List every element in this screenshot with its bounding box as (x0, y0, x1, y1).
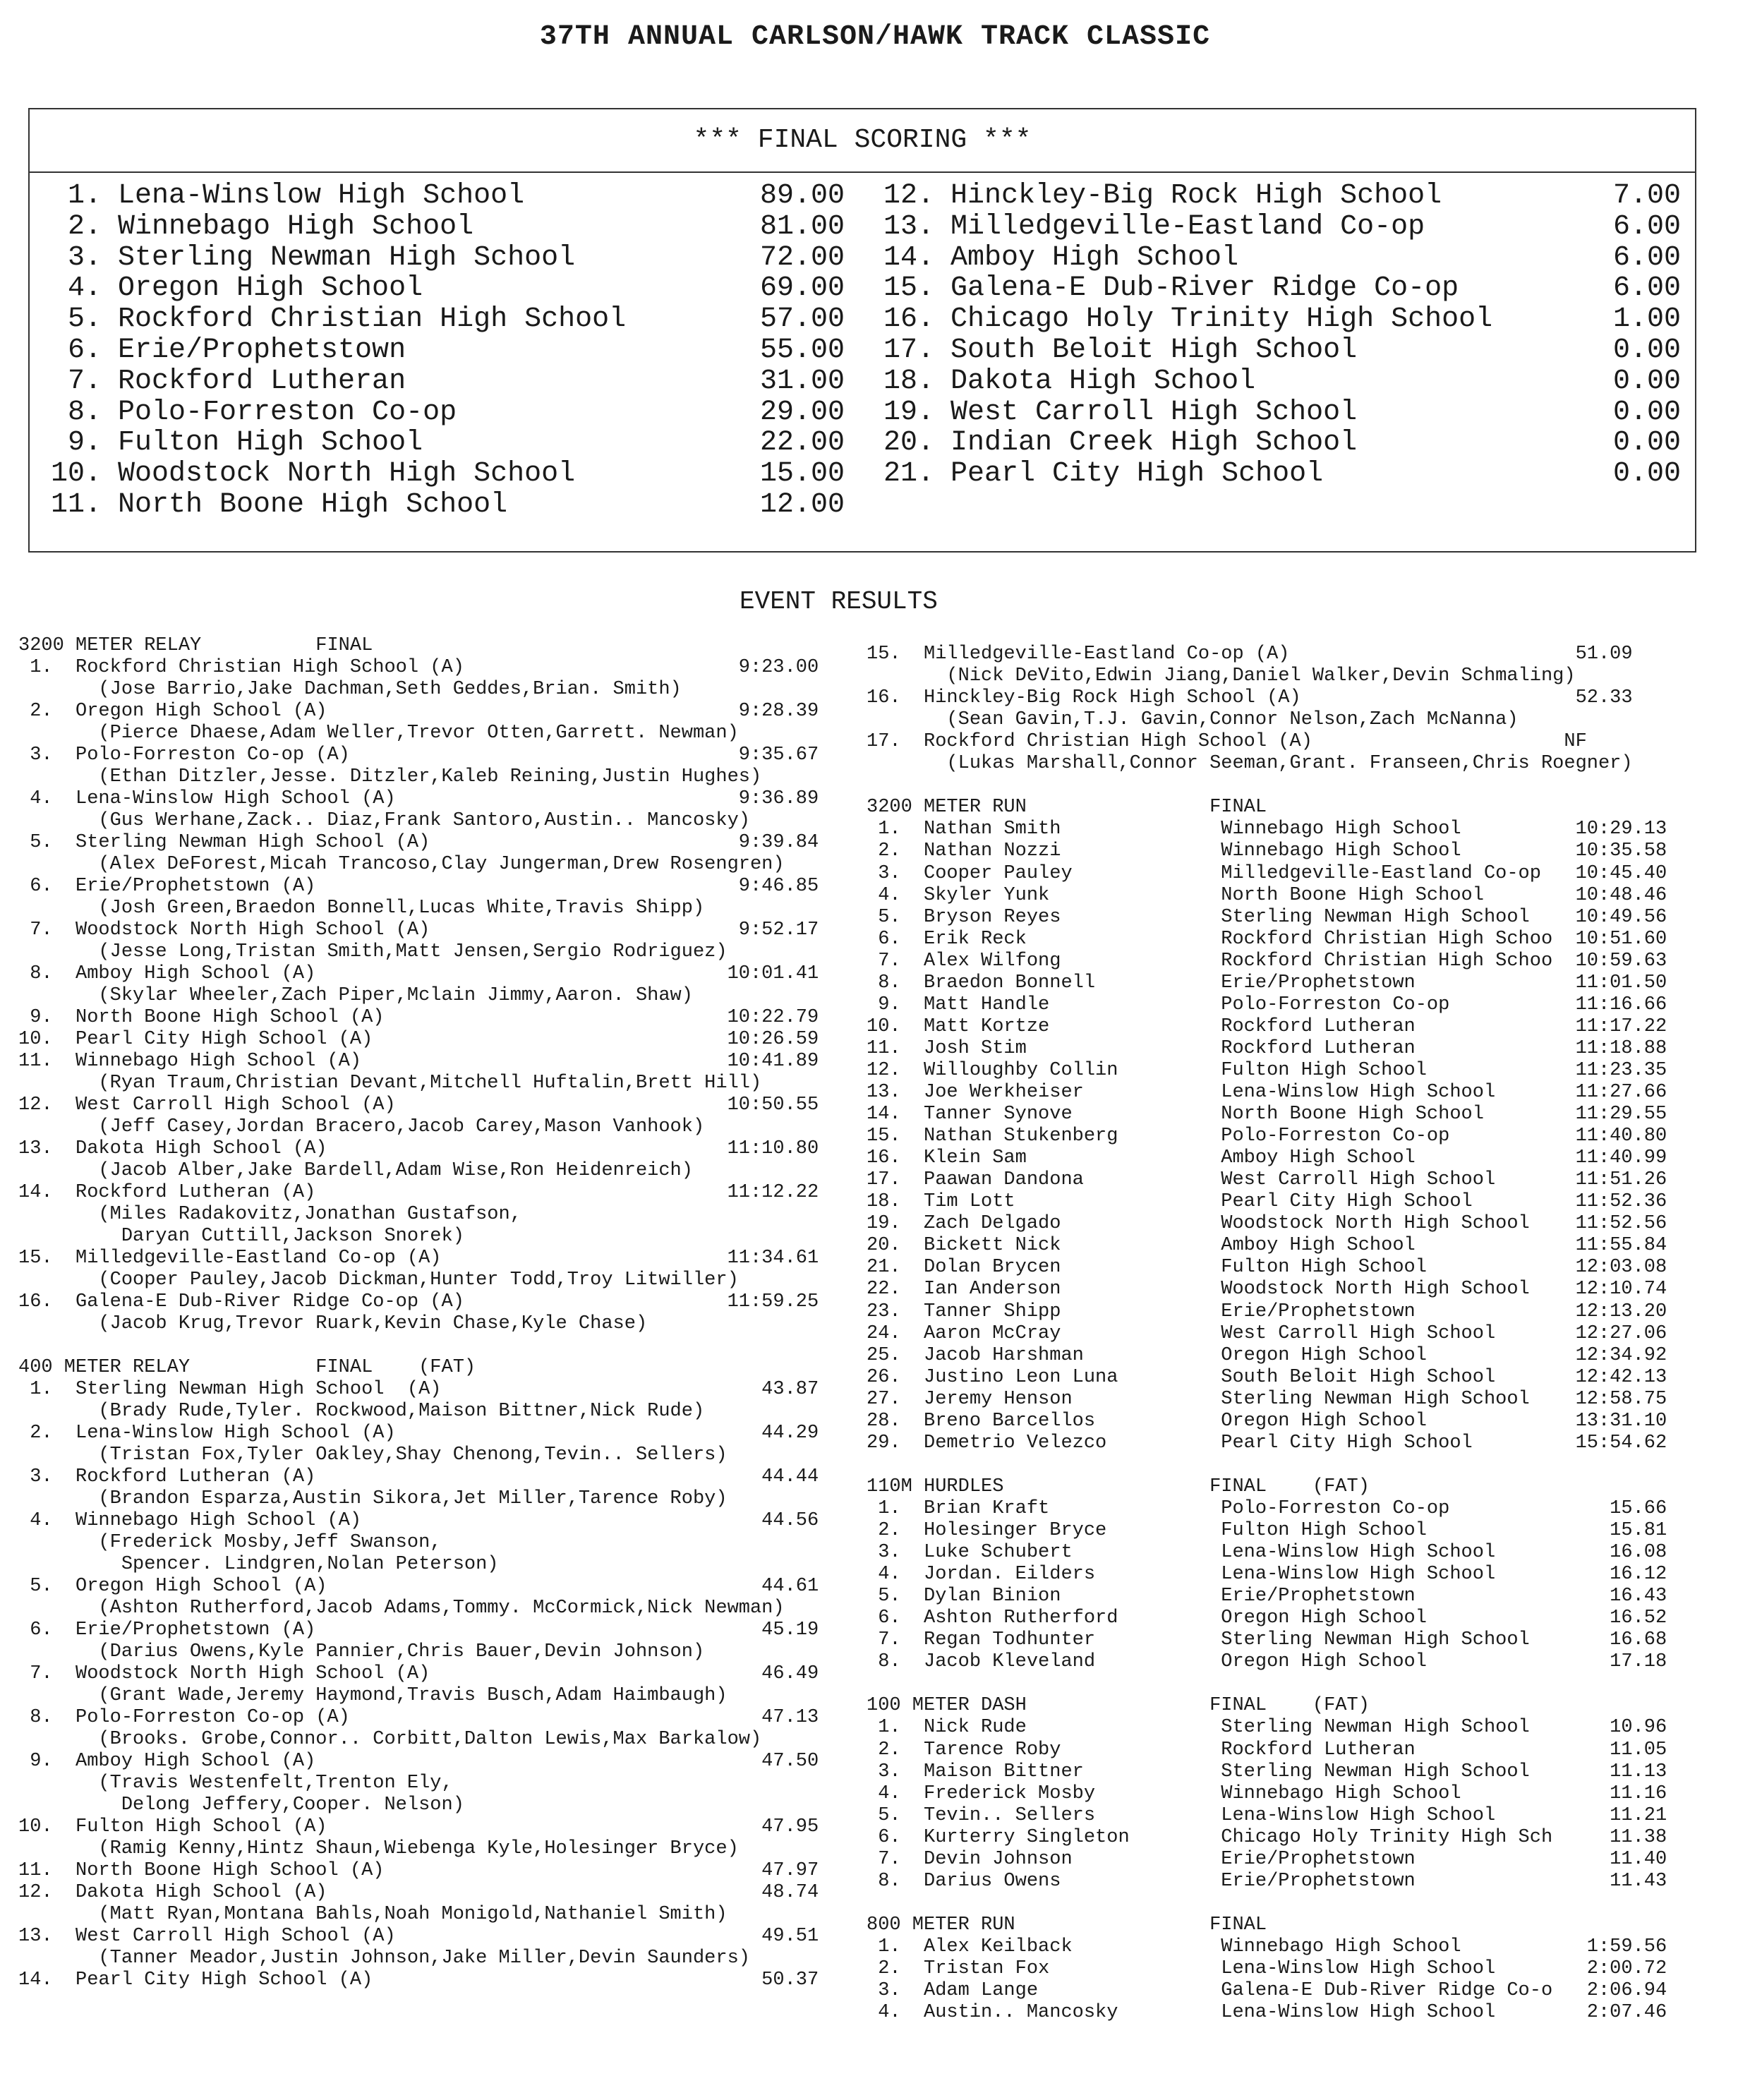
score-points: 0.00 (1612, 334, 1681, 366)
result-line: 15. Nathan Stukenberg Polo-Forreston Co-op 11:40.80 (867, 1126, 1667, 1147)
result-line: 29. Demetrio Velezco Pearl City High School 15:54.62 (867, 1432, 1667, 1454)
result-line: 14. Pearl City High School (A) 50.37 (18, 1969, 819, 1991)
result-line: 8. Amboy High School (A) 10:01.41 (18, 963, 819, 984)
score-team: Amboy High School (951, 241, 1239, 274)
page-title: 37TH ANNUAL CARLSON/HAWK TRACK CLASSIC (539, 21, 1211, 53)
result-line: 400 METER RELAY FINAL (FAT) (18, 1357, 476, 1378)
result-line: (Jacob Krug,Trevor Ruark,Kevin Chase,Kyle Chase) (18, 1313, 648, 1334)
result-line: 3200 METER RELAY FINAL (18, 635, 373, 656)
score-points: 0.00 (1612, 427, 1681, 459)
score-row (869, 334, 1688, 366)
result-line: (Miles Radakovitz,Jonathan Gustafson, (18, 1204, 521, 1225)
result-line: 13. Dakota High School (A) 11:10.80 (18, 1138, 819, 1159)
result-line: 3200 METER RUN FINAL (867, 797, 1267, 819)
result-line: 8. Jacob Kleveland Oregon High School 17.18 (867, 1651, 1667, 1673)
score-points: 57.00 (759, 303, 845, 336)
result-line: 9. North Boone High School (A) 10:22.79 (18, 1007, 819, 1028)
result-line: 28. Breno Barcellos Oregon High School 13:31.10 (867, 1410, 1667, 1432)
final-scoring-box (28, 108, 1696, 553)
score-team: Oregon High School (118, 272, 423, 305)
result-line: 14. Tanner Synove North Boone High School 11:29.55 (867, 1104, 1667, 1126)
score-team: North Boone High School (118, 488, 508, 521)
event-results-title: EVENT RESULTS (740, 587, 938, 616)
result-line: 4. Lena-Winslow High School (A) 9:36.89 (18, 788, 819, 809)
result-line: 17. Rockford Christian High School (A) NF (867, 731, 1587, 753)
score-row (869, 397, 1688, 428)
score-points: 22.00 (759, 427, 845, 459)
score-row (869, 272, 1688, 303)
result-line: 3. Polo-Forreston Co-op (A) 9:35.67 (18, 744, 819, 766)
score-place: 20. (883, 427, 934, 459)
result-line: (Ethan Ditzler,Jesse. Ditzler,Kaleb Reining,Justin Hughes) (18, 766, 762, 788)
result-line: (Lukas Marshall,Connor Seeman,Grant. Franseen,Chris Roegner) (867, 753, 1633, 775)
result-line: 10. Pearl City High School (A) 10:26.59 (18, 1029, 819, 1050)
result-line: (Cooper Pauley,Jacob Dickman,Hunter Todd,Troy Litwiller) (18, 1269, 739, 1291)
result-line: 8. Darius Owens Erie/Prophetstown 11.43 (867, 1870, 1667, 1892)
score-team: Fulton High School (118, 427, 423, 459)
score-team: West Carroll High School (951, 396, 1358, 428)
score-team: Galena-E Dub-River Ridge Co-op (951, 272, 1459, 305)
result-line: (Ramig Kenny,Hintz Shaun,Wiebenga Kyle,Holesinger Bryce) (18, 1838, 739, 1859)
result-line: 8. Polo-Forreston Co-op (A) 47.13 (18, 1707, 819, 1728)
score-row (869, 303, 1688, 334)
score-team: Chicago Holy Trinity High School (951, 303, 1493, 336)
result-line: 5. Bryson Reyes Sterling Newman High School 10:49.56 (867, 906, 1667, 928)
result-line: 7. Regan Todhunter Sterling Newman High School 16.68 (867, 1629, 1667, 1651)
score-row (37, 211, 862, 242)
score-place: 21. (883, 458, 934, 490)
score-points: 0.00 (1612, 396, 1681, 428)
score-place: 1. (67, 180, 102, 212)
result-line: 9. Amboy High School (A) 47.50 (18, 1751, 819, 1772)
result-line: 3. Adam Lange Galena-E Dub-River Ridge Co-o 2:06.94 (867, 1980, 1667, 2002)
result-line: (Frederick Mosby,Jeff Swanson, (18, 1532, 442, 1553)
score-row (37, 397, 862, 428)
score-points: 6.00 (1612, 241, 1681, 274)
score-place: 12. (883, 180, 934, 212)
result-line: 3. Cooper Pauley Milledgeville-Eastland Co-op 10:45.40 (867, 862, 1667, 884)
score-row (37, 180, 862, 211)
result-line: 26. Justino Leon Luna South Beloit High School 12:42.13 (867, 1366, 1667, 1388)
score-points: 31.00 (759, 365, 845, 397)
score-points: 0.00 (1612, 458, 1681, 490)
result-line: 110M HURDLES FINAL (FAT) (867, 1476, 1370, 1497)
score-points: 12.00 (759, 488, 845, 521)
score-team: South Beloit High School (951, 334, 1358, 366)
result-line: (Darius Owens,Kyle Pannier,Chris Bauer,Devin Johnson) (18, 1641, 705, 1662)
result-line: 25. Jacob Harshman Oregon High School 12:34.92 (867, 1344, 1667, 1366)
result-line: 4. Frederick Mosby Winnebago High School 11.16 (867, 1782, 1667, 1804)
final-scoring-heading: *** FINAL SCORING *** (30, 109, 1695, 173)
score-points: 1.00 (1612, 303, 1681, 336)
result-line: (Josh Green,Braedon Bonnell,Lucas White,Travis Shipp) (18, 898, 705, 919)
result-line: 7. Alex Wilfong Rockford Christian High Schoo 10:59.63 (867, 950, 1667, 972)
score-row (869, 180, 1688, 211)
result-line: (Brady Rude,Tyler. Rockwood,Maison Bittner,Nick Rude) (18, 1401, 705, 1422)
result-line: 4. Skyler Yunk North Boone High School 10:48.46 (867, 884, 1667, 906)
score-place: 17. (883, 334, 934, 366)
score-row (869, 211, 1688, 242)
score-points: 0.00 (1612, 365, 1681, 397)
result-line: (Ryan Traum,Christian Devant,Mitchell Huftalin,Brett Hill) (18, 1073, 762, 1094)
result-line: 24. Aaron McCray West Carroll High School 12:27.06 (867, 1322, 1667, 1344)
score-points: 72.00 (759, 241, 845, 274)
score-team: Rockford Lutheran (118, 365, 406, 397)
result-line: 15. Milledgeville-Eastland Co-op (A) 51.09 (867, 644, 1633, 665)
result-line: (Grant Wade,Jeremy Haymond,Travis Busch,Adam Haimbaugh) (18, 1685, 728, 1706)
result-line: 2. Tristan Fox Lena-Winslow High School 2:00.72 (867, 1958, 1667, 1979)
score-place: 7. (67, 365, 102, 397)
result-line: 1. Brian Kraft Polo-Forreston Co-op 15.66 (867, 1497, 1667, 1519)
score-place: 4. (67, 272, 102, 305)
result-line: 6. Kurterry Singleton Chicago Holy Trinity High Sch 11.38 (867, 1826, 1667, 1848)
result-line: 1. Rockford Christian High School (A) 9:23.00 (18, 657, 819, 678)
result-line: 2. Holesinger Bryce Fulton High School 15.81 (867, 1520, 1667, 1541)
result-line: 27. Jeremy Henson Sterling Newman High School 12:58.75 (867, 1388, 1667, 1410)
result-line: 18. Tim Lott Pearl City High School 11:52.36 (867, 1191, 1667, 1213)
result-line: 16. Klein Sam Amboy High School 11:40.99 (867, 1147, 1667, 1169)
result-line: 11. Josh Stim Rockford Lutheran 11:18.88 (867, 1037, 1667, 1059)
result-line: Delong Jeffery,Cooper. Nelson) (18, 1794, 464, 1816)
score-place: 9. (67, 427, 102, 459)
result-line: 5. Sterling Newman High School (A) 9:39.84 (18, 832, 819, 853)
result-line: (Travis Westenfelt,Trenton Ely, (18, 1773, 453, 1794)
result-line: 3. Maison Bittner Sterling Newman High School 11.13 (867, 1761, 1667, 1782)
result-line: 12. West Carroll High School (A) 10:50.55 (18, 1094, 819, 1116)
score-row (37, 458, 862, 489)
final-scoring-left-column (37, 180, 862, 520)
score-team: Rockford Christian High School (118, 303, 627, 336)
result-line: (Skylar Wheeler,Zach Piper,Mclain Jimmy,Aaron. Shaw) (18, 985, 693, 1006)
result-line: 5. Dylan Binion Erie/Prophetstown 16.43 (867, 1586, 1667, 1607)
result-line: (Gus Werhane,Zack.. Diaz,Frank Santoro,Austin.. Mancosky) (18, 810, 750, 831)
result-line: (Tristan Fox,Tyler Oakley,Shay Chenong,Tevin.. Sellers) (18, 1444, 728, 1466)
score-place: 5. (67, 303, 102, 336)
result-line: 7. Woodstock North High School (A) 9:52.17 (18, 919, 819, 941)
score-place: 15. (883, 272, 934, 305)
result-line: (Matt Ryan,Montana Bahls,Noah Monigold,Nathaniel Smith) (18, 1904, 728, 1925)
score-team: Erie/Prophetstown (118, 334, 406, 366)
score-points: 7.00 (1612, 180, 1681, 212)
result-line: 11. Winnebago High School (A) 10:41.89 (18, 1051, 819, 1072)
score-row (869, 458, 1688, 489)
score-points: 15.00 (759, 458, 845, 490)
result-line: Daryan Cuttill,Jackson Snorek) (18, 1226, 464, 1247)
score-place: 11. (50, 488, 102, 521)
result-line: 1. Nick Rude Sterling Newman High School 10.96 (867, 1717, 1667, 1739)
score-points: 6.00 (1612, 272, 1681, 305)
result-line: 7. Woodstock North High School (A) 46.49 (18, 1663, 819, 1684)
score-row (869, 366, 1688, 397)
score-row (869, 242, 1688, 273)
score-row (869, 427, 1688, 458)
score-team: Sterling Newman High School (118, 241, 576, 274)
result-line: (Brooks. Grobe,Connor.. Corbitt,Dalton Lewis,Max Barkalow) (18, 1729, 762, 1750)
result-line: 14. Rockford Lutheran (A) 11:12.22 (18, 1182, 819, 1203)
result-line: 1. Sterling Newman High School (A) 43.87 (18, 1379, 819, 1400)
result-line: 4. Austin.. Mancosky Lena-Winslow High School 2:07.46 (867, 2002, 1667, 2024)
result-line: 16. Galena-E Dub-River Ridge Co-op (A) 11:59.25 (18, 1291, 819, 1312)
result-line: 5. Oregon High School (A) 44.61 (18, 1576, 819, 1597)
result-line: 4. Jordan. Eilders Lena-Winslow High School 16.12 (867, 1564, 1667, 1586)
score-place: 19. (883, 396, 934, 428)
result-line: 8. Braedon Bonnell Erie/Prophetstown 11:01.50 (867, 972, 1667, 994)
result-line: 6. Ashton Rutherford Oregon High School 16.52 (867, 1607, 1667, 1629)
score-row (37, 242, 862, 273)
result-line: 7. Devin Johnson Erie/Prophetstown 11.40 (867, 1848, 1667, 1870)
score-place: 18. (883, 365, 934, 397)
result-line: (Jesse Long,Tristan Smith,Matt Jensen,Sergio Rodriguez) (18, 941, 728, 962)
score-place: 16. (883, 303, 934, 336)
result-line: (Brandon Esparza,Austin Sikora,Jet Miller,Tarence Roby) (18, 1488, 728, 1509)
score-team: Lena-Winslow High School (118, 180, 525, 212)
result-line: 1. Nathan Smith Winnebago High School 10:29.13 (867, 819, 1667, 840)
result-line: 13. West Carroll High School (A) 49.51 (18, 1926, 819, 1947)
score-place: 6. (67, 334, 102, 366)
result-line: 12. Willoughby Collin Fulton High School 11:23.35 (867, 1059, 1667, 1081)
score-row (37, 427, 862, 458)
score-points: 29.00 (759, 396, 845, 428)
result-line: 21. Dolan Brycen Fulton High School 12:03.08 (867, 1257, 1667, 1279)
result-line: 100 METER DASH FINAL (FAT) (867, 1695, 1370, 1717)
result-line: 800 METER RUN FINAL (867, 1914, 1267, 1936)
result-line: Spencer. Lindgren,Nolan Peterson) (18, 1554, 499, 1575)
score-team: Dakota High School (951, 365, 1256, 397)
result-line: (Ashton Rutherford,Jacob Adams,Tommy. McCormick,Nick Newman) (18, 1598, 785, 1619)
result-line: (Jose Barrio,Jake Dachman,Seth Geddes,Brian. Smith) (18, 679, 682, 700)
result-line: (Tanner Meador,Justin Johnson,Jake Miller,Devin Saunders) (18, 1948, 750, 1969)
result-line: 11. North Boone High School (A) 47.97 (18, 1860, 819, 1881)
result-line: 20. Bickett Nick Amboy High School 11:55.84 (867, 1235, 1667, 1257)
result-line: 2. Lena-Winslow High School (A) 44.29 (18, 1423, 819, 1444)
result-line: 13. Joe Werkheiser Lena-Winslow High School 11:27.66 (867, 1082, 1667, 1103)
result-line: 12. Dakota High School (A) 48.74 (18, 1882, 819, 1903)
score-row (37, 272, 862, 303)
score-points: 6.00 (1612, 210, 1681, 243)
result-line: 6. Erik Reck Rockford Christian High Schoo 10:51.60 (867, 928, 1667, 950)
score-row (37, 489, 862, 520)
result-line: 19. Zach Delgado Woodstock North High School 11:52.56 (867, 1213, 1667, 1235)
result-line: 2. Oregon High School (A) 9:28.39 (18, 701, 819, 722)
score-team: Hinckley-Big Rock High School (951, 180, 1442, 212)
result-line: 22. Ian Anderson Woodstock North High School 12:10.74 (867, 1279, 1667, 1301)
result-line: 23. Tanner Shipp Erie/Prophetstown 12:13.20 (867, 1301, 1667, 1322)
result-line: (Alex DeForest,Micah Trancoso,Clay Jungerman,Drew Rosengren) (18, 854, 785, 875)
final-scoring-right-column (869, 180, 1688, 489)
score-points: 81.00 (759, 210, 845, 243)
result-line: (Sean Gavin,T.J. Gavin,Connor Nelson,Zach McNanna) (867, 709, 1519, 731)
result-line: (Jacob Alber,Jake Bardell,Adam Wise,Ron Heidenreich) (18, 1160, 693, 1181)
score-place: 14. (883, 241, 934, 274)
score-team: Woodstock North High School (118, 458, 576, 490)
score-row (37, 303, 862, 334)
result-line: 15. Milledgeville-Eastland Co-op (A) 11:34.61 (18, 1248, 819, 1269)
result-line: 9. Matt Handle Polo-Forreston Co-op 11:16.66 (867, 994, 1667, 1015)
score-team: Milledgeville-Eastland Co-op (951, 210, 1425, 243)
result-line: (Jeff Casey,Jordan Bracero,Jacob Carey,Mason Vanhook) (18, 1116, 705, 1138)
result-line: 1. Alex Keilback Winnebago High School 1:59.56 (867, 1936, 1667, 1957)
score-team: Polo-Forreston Co-op (118, 396, 457, 428)
result-line: 10. Fulton High School (A) 47.95 (18, 1816, 819, 1838)
result-line: 17. Paawan Dandona West Carroll High School 11:51.26 (867, 1169, 1667, 1191)
score-team: Pearl City High School (951, 458, 1324, 490)
result-line: 5. Tevin.. Sellers Lena-Winslow High School 11.21 (867, 1804, 1667, 1826)
score-row (37, 334, 862, 366)
result-line: 2. Tarence Roby Rockford Lutheran 11.05 (867, 1739, 1667, 1761)
result-line: 4. Winnebago High School (A) 44.56 (18, 1510, 819, 1531)
score-place: 2. (67, 210, 102, 243)
score-points: 55.00 (759, 334, 845, 366)
score-points: 69.00 (759, 272, 845, 305)
result-line: 10. Matt Kortze Rockford Lutheran 11:17.22 (867, 1015, 1667, 1037)
score-place: 8. (67, 396, 102, 428)
result-line: (Nick DeVito,Edwin Jiang,Daniel Walker,Devin Schmaling) (867, 665, 1576, 687)
result-line: 16. Hinckley-Big Rock High School (A) 52.33 (867, 687, 1633, 709)
score-team: Indian Creek High School (951, 427, 1358, 459)
result-line: (Pierce Dhaese,Adam Weller,Trevor Otten,Garrett. Newman) (18, 723, 739, 744)
result-line: 3. Rockford Lutheran (A) 44.44 (18, 1466, 819, 1488)
result-line: 2. Nathan Nozzi Winnebago High School 10:35.58 (867, 840, 1667, 862)
score-points: 89.00 (759, 180, 845, 212)
score-place: 13. (883, 210, 934, 243)
score-place: 10. (50, 458, 102, 490)
result-line: 3. Luke Schubert Lena-Winslow High School 16.08 (867, 1542, 1667, 1564)
score-row (37, 366, 862, 397)
score-team: Winnebago High School (118, 210, 474, 243)
score-place: 3. (67, 241, 102, 274)
result-line: 6. Erie/Prophetstown (A) 45.19 (18, 1619, 819, 1641)
result-line: 6. Erie/Prophetstown (A) 9:46.85 (18, 876, 819, 897)
